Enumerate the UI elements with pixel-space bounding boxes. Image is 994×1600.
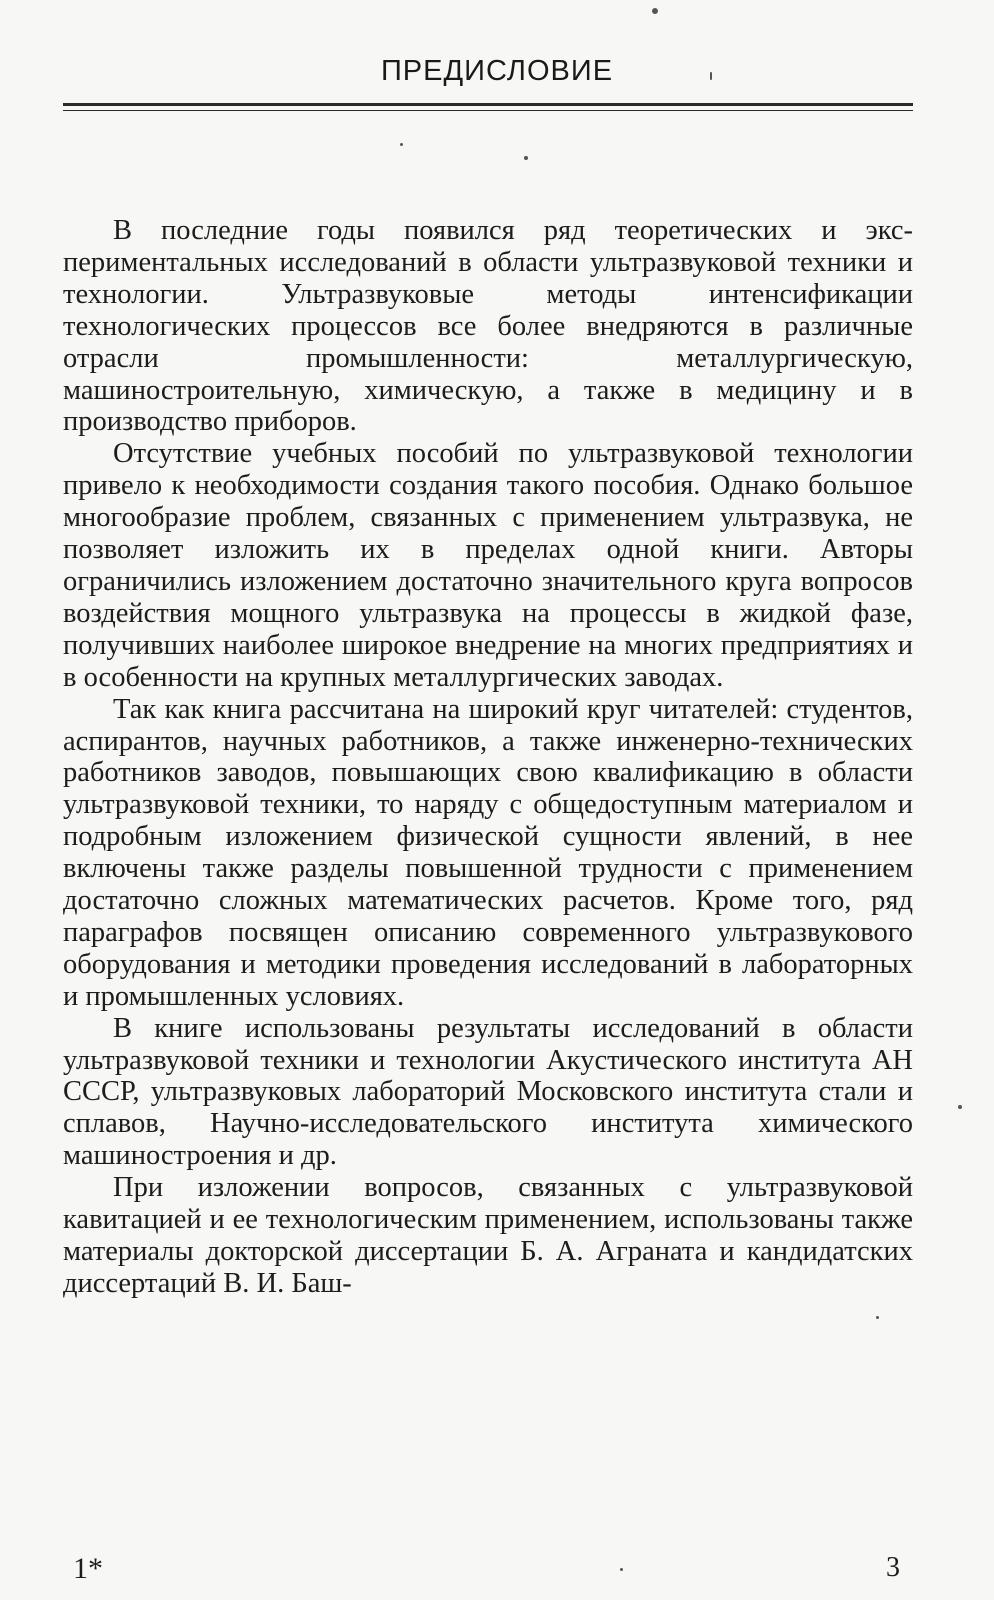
signature-mark: 1* (73, 1552, 103, 1585)
paragraph-2: Отсутствие учебных пособий по ультразвуковой технологии привело к необходимости создания такого пособия. Однако большое многообразие проблем, связанных с применением ультразвука, не позволяет изложить их в пределах одной книги. Авторы ограничились изложением достаточно значительного круга вопросов воздействия мощного ультразвука на процессы в жидкой фазе, получивших наиболее широкое внедрение на многих предприятиях и в особенности на крупных металлургических заводах. (63, 438, 913, 693)
page-number: 3 (886, 1552, 900, 1583)
scan-speck (400, 143, 403, 146)
scan-speck (652, 8, 658, 14)
scan-speck (710, 72, 712, 80)
paragraph-4: В книге использованы результаты исследований в области ультразвуковой техники и технологии Акустического института АН СССР, ультразвуковых лабораторий Московского института стали и сплавов, Научно-исследовательского института химического машиностроения и др. (63, 1012, 913, 1172)
paragraph-1: В последние годы появился ряд теоретических и экспериментальных исследований в области ультразвуковой техники и технологии. Ультразвуковые методы интенсификации технологических процессов все более внедряются в различные отрасли промышленности: металлургическую, машиностроительную, химическую, а также в медицину и в производство приборов. (63, 215, 913, 438)
paragraph-3: Так как книга рассчитана на широкий круг читателей: студентов, аспирантов, научных работников, а также инженерно-технических работников заводов, повышающих свою квалификацию в области ультразвуковой техники, то наряду с общедоступным материалом и подробным изложением физической сущности явлений, в нее включены также разделы повышенной трудности с применением достаточно сложных математических расчетов. Кроме того, ряд параграфов посвящен описанию современного ультразвукового оборудования и методики проведения исследований в лабораторных и промышленных условиях. (63, 693, 913, 1012)
scan-speck (620, 1568, 623, 1571)
paragraph-5: При изложении вопросов, связанных с ультразвуковой кавитацией и ее технологическим применением, использованы также материалы докторской диссертации Б. А. Аграната и кандидатских диссертаций В. И. Баш- (63, 1172, 913, 1299)
page-title: ПРЕДИСЛОВИЕ (380, 55, 614, 87)
title-rule-thin (63, 110, 913, 111)
scan-speck (958, 1105, 962, 1109)
scan-speck (876, 1316, 879, 1319)
title-rule-thick (63, 103, 913, 106)
scan-speck (524, 156, 528, 160)
preface-body (63, 215, 913, 1300)
